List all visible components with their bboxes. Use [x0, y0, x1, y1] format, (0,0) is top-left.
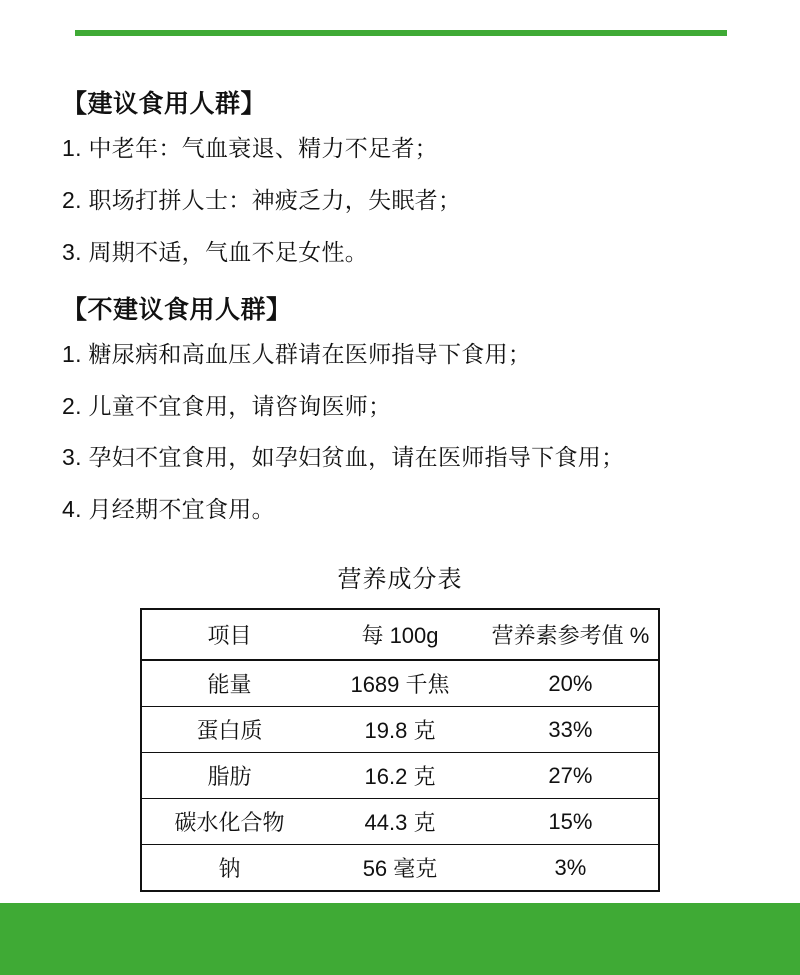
recommended-item-3: 3. 周期不适，气血不足女性。 [62, 238, 369, 265]
not-recommended-item-1: 1. 糖尿病和高血压人群请在医师指导下食用； [62, 340, 532, 367]
row-label-sodium: 钠 [218, 856, 241, 882]
table-row [141, 707, 659, 753]
bottom-green-band [0, 903, 800, 975]
recommended-item-2: 2. 职场打拼人士：神疲乏力，失眠者； [62, 186, 462, 213]
row-label-carbohydrate: 碳水化合物 [141, 799, 317, 845]
table-row [141, 753, 659, 799]
not-recommended-item-4: 4. 月经期不宜食用。 [62, 496, 275, 523]
nutrition-table-body [141, 660, 659, 891]
content-area [62, 68, 738, 892]
row-label-protein: 蛋白质 [141, 707, 317, 753]
row-label-fat: 脂肪 [141, 753, 317, 799]
row-value-sodium: 56 毫克 [362, 856, 438, 882]
row-nrv-protein: 33% [483, 707, 659, 753]
header-per-100g: 每 100g [317, 609, 483, 660]
top-divider-rule [75, 30, 727, 36]
not-recommended-group-title: 【不建议食用人群】 [62, 295, 292, 324]
table-row [141, 845, 659, 892]
row-value-energy: 1689 千焦 [317, 660, 483, 707]
table-header-row [141, 609, 659, 660]
nutrition-table-title: 营养成分表 [337, 566, 463, 594]
nutrition-facts-table [140, 608, 660, 892]
not-recommended-item-2: 2. 儿童不宜食用，请咨询医师； [62, 392, 392, 419]
nutrition-table-head [141, 609, 659, 660]
row-nrv-sodium: 3% [554, 854, 587, 880]
header-item: 项目 [141, 609, 317, 660]
not-recommended-item-3: 3. 孕妇不宜食用，如孕妇贫血，请在医师指导下食用； [62, 444, 625, 471]
nutrition-section [62, 559, 738, 892]
row-nrv-energy: 20% [483, 660, 659, 707]
header-nrv-percent: 营养素参考值 % [483, 609, 659, 660]
row-value-carbohydrate: 44.3 克 [317, 799, 483, 845]
recommended-group-title: 【建议食用人群】 [62, 90, 267, 118]
table-row [141, 799, 659, 845]
recommended-item-1: 1. 中老年：气血衰退、精力不足者； [62, 135, 438, 161]
table-row [141, 660, 659, 707]
row-nrv-fat: 27% [483, 753, 659, 799]
row-value-protein: 19.8 克 [317, 707, 483, 753]
row-label-energy: 能量 [141, 660, 317, 707]
row-value-fat: 16.2 克 [317, 753, 483, 799]
row-nrv-carbohydrate: 15% [483, 799, 659, 845]
